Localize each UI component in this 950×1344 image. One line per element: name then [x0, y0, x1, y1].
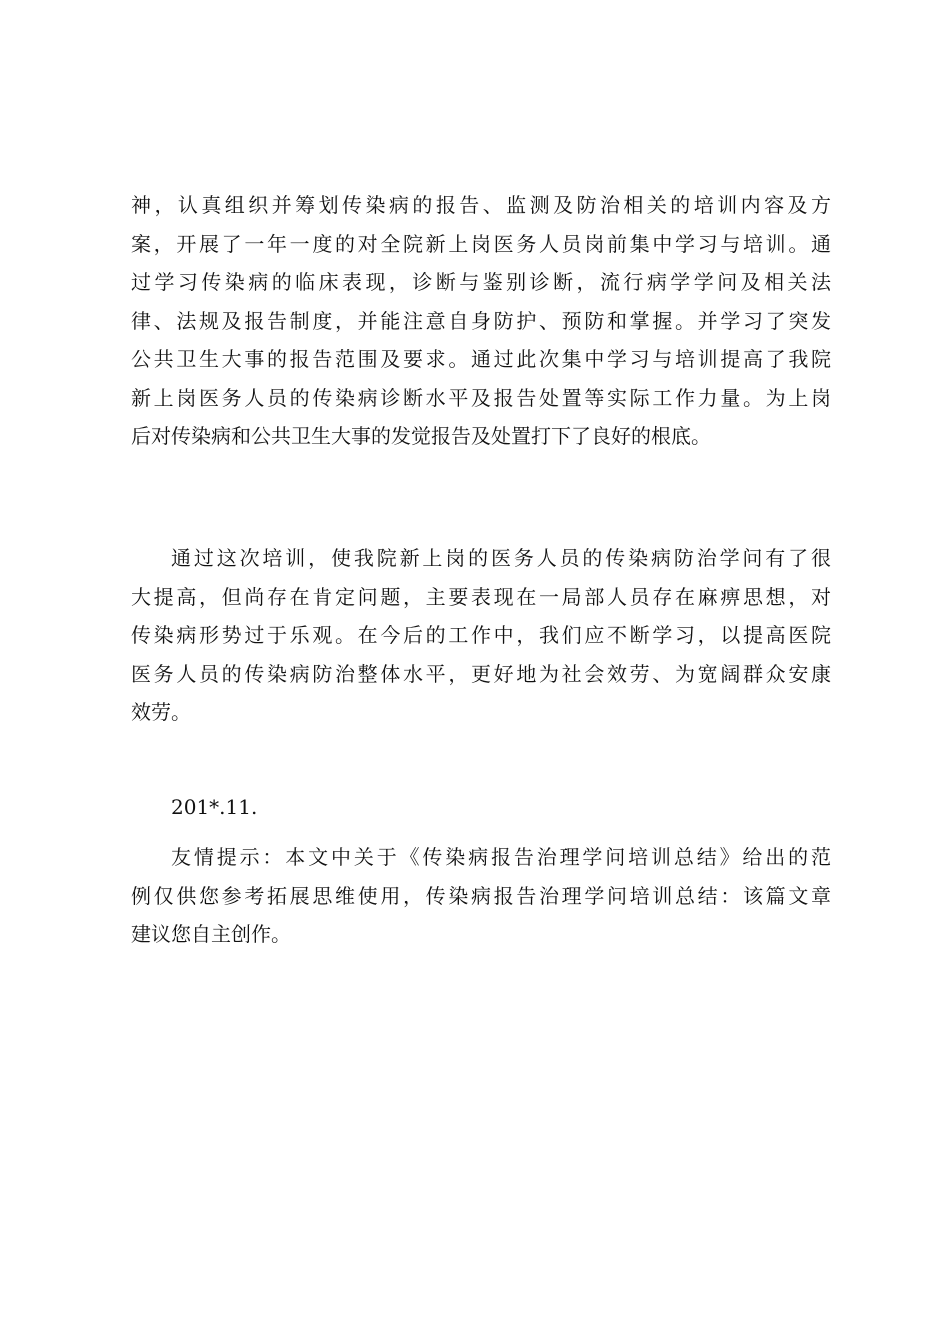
text-line: 律、法规及报告制度，并能注意自身防护、预防和掌握。并学习了突发	[131, 308, 831, 333]
text-line: 例仅供您参考拓展思维使用，传染病报告治理学问培训总结：该篇文章	[131, 883, 831, 908]
text-line: 通过这次培训，使我院新上岗的医务人员的传染病防治学问有了很	[171, 546, 831, 570]
text-line: 传染病形势过于乐观。在今后的工作中，我们应不断学习，以提高医院	[131, 623, 831, 647]
text-line: 友情提示：本文中关于《传染病报告治理学问培训总结》给出的范	[171, 845, 831, 869]
text-line: 神，认真组织并筹划传染病的报告、监测及防治相关的培训内容及方	[131, 193, 831, 217]
text-line: 效劳。	[131, 700, 191, 724]
text-line: 医务人员的传染病防治整体水平，更好地为社会效劳、为宽阔群众安康	[131, 661, 831, 686]
notice-paragraph	[131, 838, 831, 954]
text-line: 过学习传染病的临床表现，诊断与鉴别诊断，流行病学学问及相关法	[131, 270, 831, 294]
body-paragraph-1	[131, 186, 831, 456]
date-line	[131, 788, 831, 827]
date-text: 201*.11.	[171, 795, 258, 819]
body-paragraph-2	[131, 539, 831, 732]
text-line: 后对传染病和公共卫生大事的发觉报告及处置打下了良好的根底。	[131, 424, 711, 448]
text-line: 建议您自主创作。	[131, 922, 291, 946]
text-line: 案，开展了一年一度的对全院新上岗医务人员岗前集中学习与培训。通	[131, 231, 831, 256]
text-line: 公共卫生大事的报告范围及要求。通过此次集中学习与培训提高了我院	[131, 347, 831, 371]
text-line: 大提高，但尚存在肯定问题，主要表现在一局部人员存在麻痹思想，对	[131, 584, 831, 609]
text-line: 新上岗医务人员的传染病诊断水平及报告处置等实际工作力量。为上岗	[131, 385, 831, 410]
